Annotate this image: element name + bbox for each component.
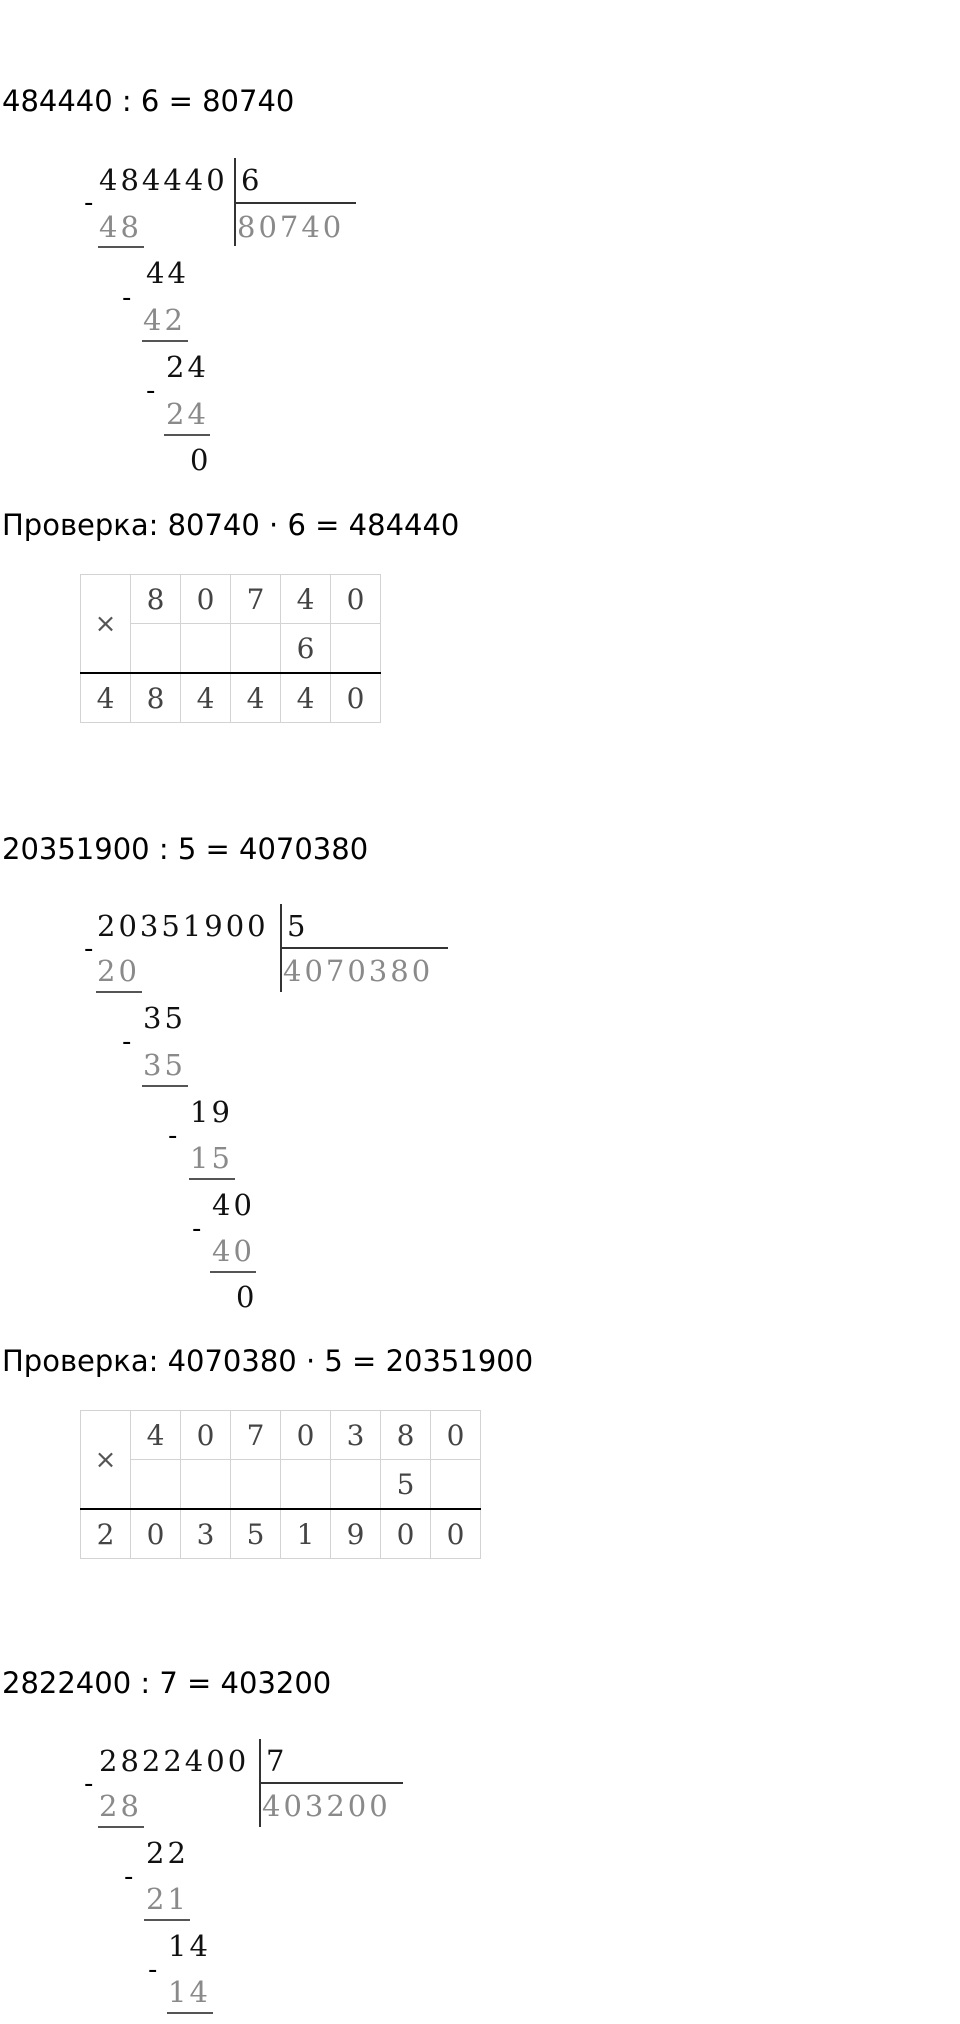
quotient: 403200 [262, 1789, 391, 1823]
digit-cell [181, 1460, 231, 1510]
digit-cell [331, 624, 381, 674]
minus-sign: - [122, 1027, 132, 1057]
quotient: 4070380 [283, 954, 434, 988]
digit-cell [131, 624, 181, 674]
underline [210, 1271, 256, 1273]
subtrahend: 14 [168, 1975, 211, 2009]
result-cell: 4 [281, 673, 331, 723]
digit-cell [331, 1460, 381, 1510]
remainder: 44 [146, 256, 189, 290]
minus-sign: - [124, 1862, 134, 1892]
remainder: 22 [146, 1836, 189, 1870]
subtrahend: 20 [97, 954, 140, 988]
digit-cell [231, 1460, 281, 1510]
subtrahend: 48 [99, 210, 142, 244]
digit-cell [231, 624, 281, 674]
subtrahend: 35 [143, 1048, 186, 1082]
subtrahend: 21 [146, 1882, 189, 1916]
divisor: 5 [287, 909, 309, 943]
digit-cell [281, 1460, 331, 1510]
underline [144, 1919, 190, 1921]
result-cell: 0 [131, 1509, 181, 1559]
times-sign: × [81, 575, 131, 674]
digit-cell: 5 [381, 1460, 431, 1510]
minus-sign: - [168, 1121, 178, 1151]
subtrahend: 40 [212, 1234, 255, 1268]
digit-cell [131, 1460, 181, 1510]
digit-cell: 0 [331, 575, 381, 624]
remainder: 14 [168, 1929, 211, 1963]
multiplication-table-1 [80, 574, 381, 723]
division-bracket-horizontal [282, 947, 448, 949]
digit-cell: 0 [181, 1411, 231, 1460]
result-cell: 3 [181, 1509, 231, 1559]
digit-cell [431, 1460, 481, 1510]
dividend: 20351900 [97, 909, 269, 943]
final-remainder: 0 [190, 443, 212, 477]
minus-sign: - [84, 934, 94, 964]
digit-cell: 0 [431, 1411, 481, 1460]
minus-sign: - [84, 1769, 94, 1799]
underline [189, 1178, 235, 1180]
times-sign: × [81, 1411, 131, 1510]
minus-sign: - [148, 1955, 158, 1985]
minus-sign: - [122, 283, 132, 313]
subtrahend: 24 [166, 397, 209, 431]
minus-sign: - [84, 188, 94, 218]
digit-cell: 6 [281, 624, 331, 674]
subtrahend: 15 [190, 1141, 233, 1175]
remainder: 40 [212, 1188, 255, 1222]
check-equation: Проверка: 4070380 · 5 = 20351900 [2, 1344, 534, 1378]
underline [164, 434, 210, 436]
result-cell: 4 [231, 673, 281, 723]
division-equation: 2822400 : 7 = 403200 [2, 1666, 332, 1700]
underline [98, 246, 144, 248]
underline [96, 991, 142, 993]
check-equation: Проверка: 80740 · 6 = 484440 [2, 508, 460, 542]
result-cell: 4 [181, 673, 231, 723]
digit-cell: 7 [231, 575, 281, 624]
digit-cell [181, 624, 231, 674]
digit-cell: 8 [131, 575, 181, 624]
result-cell: 4 [81, 673, 131, 723]
minus-sign: - [146, 376, 156, 406]
underline [167, 2012, 213, 2014]
divisor: 7 [266, 1744, 288, 1778]
dividend: 2822400 [99, 1744, 250, 1778]
subtrahend: 42 [143, 303, 186, 337]
subtrahend: 28 [99, 1789, 142, 1823]
quotient: 80740 [237, 210, 345, 244]
remainder: 24 [166, 350, 209, 384]
division-equation: 20351900 : 5 = 4070380 [2, 832, 369, 866]
final-remainder: 0 [236, 1280, 258, 1314]
remainder: 19 [190, 1095, 233, 1129]
minus-sign: - [192, 1214, 202, 1244]
underline [98, 1826, 144, 1828]
underline [142, 1085, 188, 1087]
result-cell: 1 [281, 1509, 331, 1559]
result-cell: 0 [431, 1509, 481, 1559]
result-cell: 0 [381, 1509, 431, 1559]
result-cell: 2 [81, 1509, 131, 1559]
division-bracket-horizontal [236, 202, 356, 204]
result-cell: 9 [331, 1509, 381, 1559]
division-bracket-horizontal [261, 1782, 403, 1784]
underline [142, 340, 188, 342]
divisor: 6 [241, 163, 263, 197]
result-cell: 5 [231, 1509, 281, 1559]
digit-cell: 0 [181, 575, 231, 624]
digit-cell: 8 [381, 1411, 431, 1460]
division-equation: 484440 : 6 = 80740 [2, 84, 295, 118]
digit-cell: 4 [131, 1411, 181, 1460]
digit-cell: 7 [231, 1411, 281, 1460]
result-cell: 0 [331, 673, 381, 723]
multiplication-table-2 [80, 1410, 481, 1559]
digit-cell: 0 [281, 1411, 331, 1460]
remainder: 35 [143, 1001, 186, 1035]
digit-cell: 4 [281, 575, 331, 624]
digit-cell: 3 [331, 1411, 381, 1460]
result-cell: 8 [131, 673, 181, 723]
dividend: 484440 [99, 163, 228, 197]
